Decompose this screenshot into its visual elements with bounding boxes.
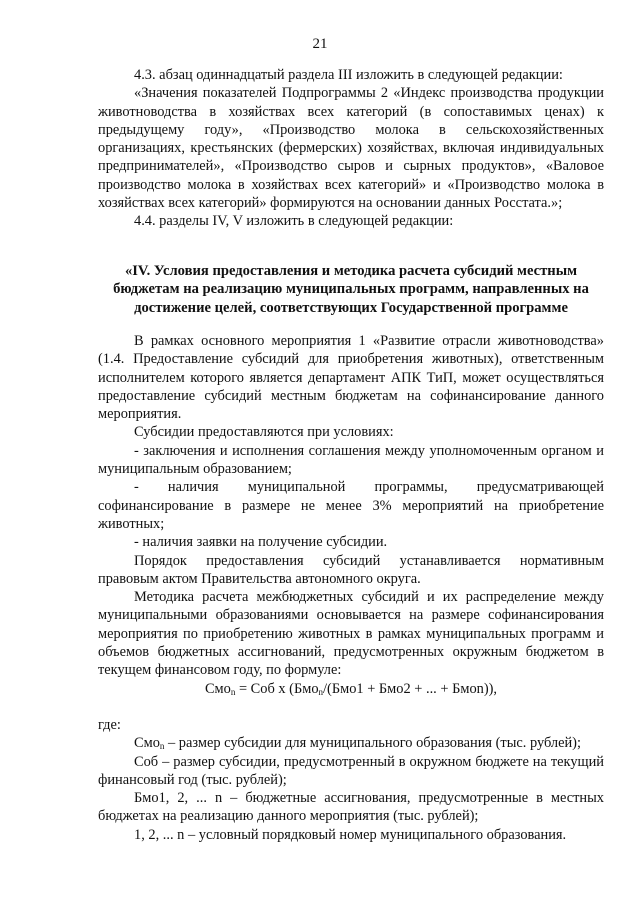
definition-1: Смо$_n$ – размер субсидии для муниципального образования (тыс. рублей); [134, 735, 581, 752]
body-paragraph-1: В рамках основного мероприятия 1 «Развитие отрасли животноводства» (1.4. Предоставление субсидий для приобретения животных), ответственным исполнителем которого является департамент АПК ТиП, может осуществляться предоставление субсидий местным бюджетам на софинансирование данного мероприятия. [98, 333, 604, 423]
definition-2: Соб – размер субсидии, предусмотренный в окружном бюджете на текущий финансовый год (тыс. рублей); [98, 753, 604, 788]
where-label: где: [98, 717, 121, 733]
body-paragraph-6: Порядок предоставления субсидий устанавливается нормативным правовым актом Правительства автономного округа. [98, 552, 604, 587]
intro-block [98, 66, 604, 231]
body-paragraph-5: - наличия заявки на получение субсидии. [134, 534, 388, 551]
definition-3: Бмо1, 2, ... n – бюджетные ассигнования, предусмотренные в местных бюджетах на реализацию данного мероприятия (тыс. рублей); [98, 790, 604, 825]
body-block [98, 332, 604, 680]
intro-paragraph-3: 4.4. разделы IV, V изложить в следующей редакции: [134, 213, 454, 230]
formula: Смо$_n$ = Соб х (Бмо$_n$/(Бмо1 + Бмо2 + ... + Бмоn)), [204, 681, 498, 697]
body-paragraph-7: Методика расчета межбюджетных субсидий и их распределение между муниципальными образованиями основывается на размере софинансирования мероприятия по приобретению животных в рамках муниципальных программ и объемов бюджетных ассигнований, предусмотренных окружным бюджетом в текущем финансовом году, по формуле: [98, 589, 604, 679]
body-paragraph-3: - заключения и исполнения соглашения между уполномоченным органом и муниципальным образованием; [98, 442, 604, 478]
definition-4: 1, 2, ... n – условный порядковый номер муниципального образования. [134, 826, 567, 843]
intro-paragraph-1: 4.3. абзац одиннадцатый раздела III изложить в следующей редакции: [134, 67, 563, 83]
section-heading-block [98, 262, 604, 317]
definitions-block [98, 716, 604, 844]
intro-paragraph-2: «Значения показателей Подпрограммы 2 «Индекс производства продукции животноводства в хозяйствах всех категорий (в сопоставимых ценах) к предыдущему году», «Производство молока в сельскохозяйственных организациях, крестьянских (фермерских) хозяйствах, включая индивидуальных предпринимателей», «Производство сыров и сырных продуктов», «Валовое производство молока в хозяйствах всех категорий» и «Производство молока в хозяйствах всех категорий» формируются на основании данных Росстата.»; [98, 85, 604, 212]
formula-block [98, 680, 604, 698]
page-number: 21 [312, 36, 328, 52]
body-paragraph-4: - наличия муниципальной программы, предусматривающей софинансирование в размере не менее 3% мероприятий на приобретение животных; [98, 479, 604, 532]
section-heading: «IV. Условия предоставления и методика расчета субсидий местным бюджетам на реализацию муниципальных программ, направленных на достижение целей, соответствующих Государственной программе [113, 263, 589, 316]
body-paragraph-2: Субсидии предоставляются при условиях: [134, 424, 394, 441]
